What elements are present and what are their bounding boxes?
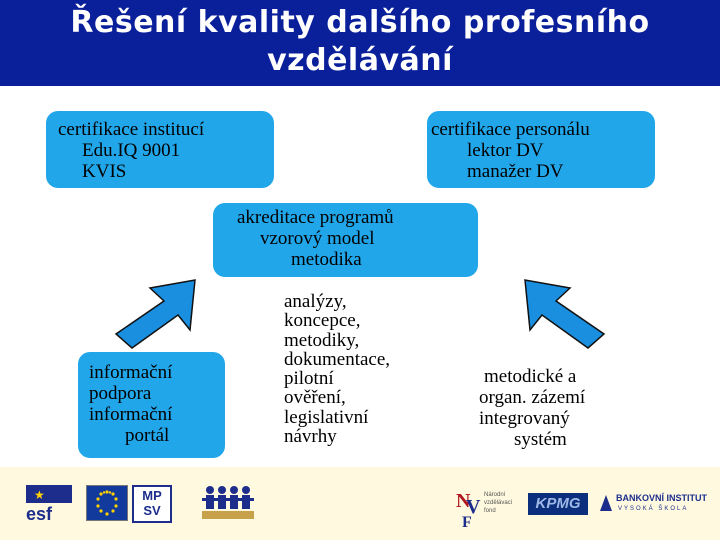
box-info-line-3: informační bbox=[89, 404, 173, 425]
kpmg-logo bbox=[528, 493, 588, 515]
box-pers-line-1: certifikace personálu bbox=[431, 119, 590, 140]
center-item: dokumentace, bbox=[284, 348, 391, 370]
bank-sub: VYSOKÁ ŠKOLA bbox=[618, 506, 689, 512]
center-item: koncepce, bbox=[284, 310, 361, 332]
nvf-text-2: vzdělávací bbox=[484, 500, 513, 506]
box-prog-line-1: akreditace programů bbox=[237, 207, 394, 228]
box-meto-line-3: integrovaný bbox=[479, 408, 570, 429]
box-pers-line-2: lektor DV bbox=[467, 140, 544, 161]
mpsv-logo bbox=[132, 485, 172, 523]
box-prog-line-2: vzorový model bbox=[260, 228, 375, 249]
box-informacni-podpora bbox=[78, 352, 225, 458]
box-pers-line-3: manažer DV bbox=[467, 161, 564, 182]
box-inst-line-3: KVIS bbox=[82, 161, 127, 182]
people-chain-logo bbox=[200, 483, 256, 521]
kpmg-text: KPMG bbox=[535, 495, 581, 512]
box-meto-line-2: organ. zázemí bbox=[479, 387, 586, 408]
esf-text: esf bbox=[26, 504, 53, 523]
arrow-left-icon bbox=[116, 280, 195, 348]
center-item: analýzy, bbox=[284, 291, 347, 312]
svg-text:★: ★ bbox=[34, 488, 45, 502]
box-inst-line-2: Edu.IQ 9001 bbox=[82, 140, 181, 161]
box-metodicke-zazemi bbox=[479, 366, 585, 450]
mpsv-line-1: MP bbox=[142, 488, 162, 503]
nvf-text-1: Národní bbox=[484, 492, 506, 498]
box-info-line-4: portál bbox=[125, 425, 170, 446]
nvf-text-3: fond bbox=[484, 508, 496, 514]
center-item: ověření, bbox=[284, 387, 346, 409]
arrow-right-icon bbox=[525, 280, 604, 348]
esf-logo bbox=[24, 483, 74, 523]
box-info-line-2: podpora bbox=[89, 383, 152, 404]
box-meto-line-4: systém bbox=[514, 429, 567, 450]
center-item: návrhy bbox=[284, 426, 337, 448]
box-prog-line-3: metodika bbox=[291, 249, 362, 270]
box-info-line-1: informační bbox=[89, 362, 173, 383]
svg-text:F: F bbox=[462, 514, 472, 527]
title-line-2: vzdělávání bbox=[267, 43, 453, 78]
bank-label: BANKOVNÍ INSTITUT bbox=[616, 493, 707, 503]
title-line-1: Řešení kvality dalšího profesního bbox=[70, 5, 650, 40]
svg-text:N: N bbox=[456, 490, 471, 512]
center-list bbox=[284, 292, 390, 446]
svg-text:V: V bbox=[466, 496, 481, 518]
eu-flag-logo bbox=[86, 485, 128, 521]
box-meto-line-1: metodické a bbox=[484, 366, 577, 387]
box-certifikace-personalu bbox=[427, 111, 655, 188]
bankovni-institut-logo bbox=[598, 491, 708, 521]
nvf-logo bbox=[456, 487, 526, 527]
center-item: legislativní bbox=[284, 406, 369, 428]
mpsv-line-2: SV bbox=[143, 503, 161, 518]
center-item: metodiky, bbox=[284, 329, 360, 351]
footer-logos bbox=[0, 467, 720, 540]
box-akreditace-programu bbox=[213, 203, 478, 277]
box-certifikace-instituci bbox=[46, 111, 274, 188]
box-inst-line-1: certifikace institucí bbox=[58, 119, 205, 140]
center-item: pilotní bbox=[284, 368, 334, 390]
